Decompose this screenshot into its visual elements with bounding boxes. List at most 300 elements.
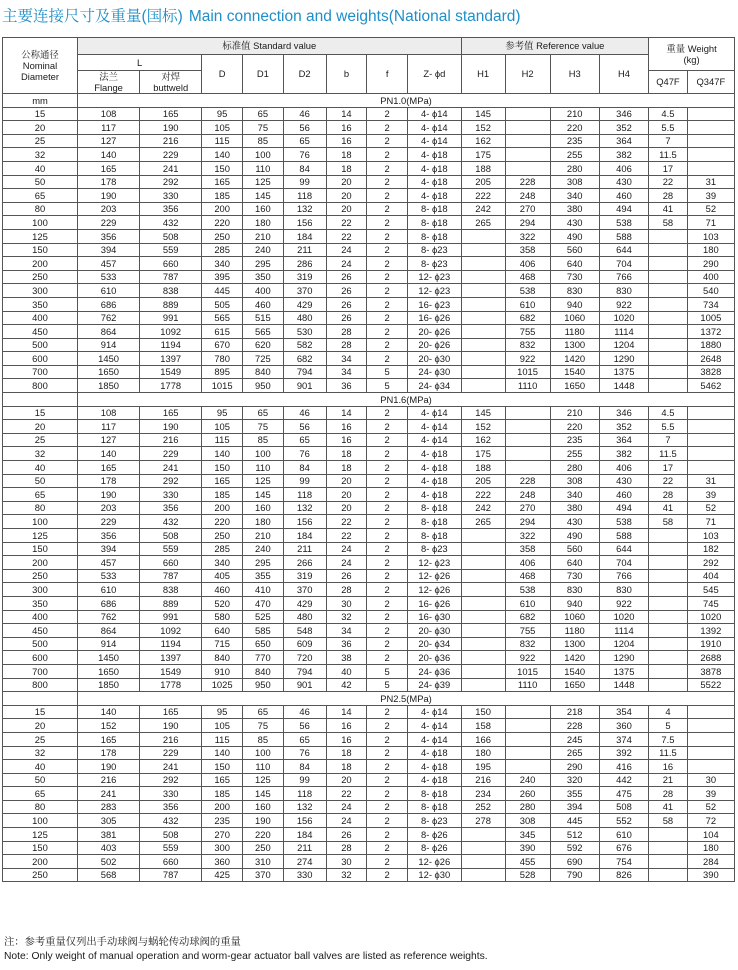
table-cell [649, 365, 688, 379]
table-cell: 12- ϕ23 [408, 556, 462, 570]
table-cell: 1015 [505, 365, 550, 379]
table-cell: 26 [326, 270, 367, 284]
table-cell: 2 [367, 270, 408, 284]
table-cell [687, 732, 734, 746]
table-row [3, 773, 735, 787]
table-cell: 7 [649, 134, 688, 148]
table-cell: 242 [461, 202, 505, 216]
table-cell: 480 [283, 311, 326, 325]
table-cell: 234 [461, 787, 505, 801]
table-cell: 838 [140, 583, 202, 597]
table-cell: 290 [687, 257, 734, 271]
note-zh: 注：参考重量仅列出手动球阀与蜗轮传动球阀的重量 [4, 937, 241, 948]
table-cell: 50 [3, 474, 78, 488]
table-cell: 1204 [599, 338, 648, 352]
table-cell: 2688 [687, 651, 734, 665]
table-cell [649, 596, 688, 610]
table-cell: 150 [3, 841, 78, 855]
table-cell: 85 [243, 732, 284, 746]
table-cell [461, 610, 505, 624]
table-cell: 22 [326, 529, 367, 543]
table-cell: 734 [687, 297, 734, 311]
table-cell: 140 [78, 447, 140, 461]
table-cell: 394 [550, 800, 599, 814]
table-cell: 16 [326, 420, 367, 434]
table-cell: 455 [505, 855, 550, 869]
table-cell: 21 [649, 773, 688, 787]
table-cell: 162 [461, 433, 505, 447]
table-cell: 1850 [78, 678, 140, 692]
table-cell [649, 529, 688, 543]
table-cell: 84 [283, 760, 326, 774]
table-cell: 28 [649, 787, 688, 801]
table-cell: 505 [202, 297, 243, 311]
table-cell: 2 [367, 311, 408, 325]
table-row [3, 270, 735, 284]
table-cell: 250 [3, 868, 78, 882]
table-cell [461, 257, 505, 271]
table-cell: 490 [550, 229, 599, 243]
table-row [3, 352, 735, 366]
table-cell: 265 [461, 515, 505, 529]
table-cell: 200 [3, 556, 78, 570]
table-cell [505, 107, 550, 121]
table-cell: 222 [461, 189, 505, 203]
table-cell: 42 [326, 678, 367, 692]
table-row [3, 447, 735, 461]
table-cell: 1650 [550, 678, 599, 692]
table-cell: 292 [140, 773, 202, 787]
table-cell [649, 379, 688, 393]
table-row [3, 800, 735, 814]
table-cell: 65 [283, 134, 326, 148]
unit-cell: mm [3, 94, 78, 108]
table-cell: 950 [243, 678, 284, 692]
table-cell: 150 [461, 705, 505, 719]
table-cell: 127 [78, 134, 140, 148]
table-cell [461, 352, 505, 366]
table-cell: 8- ϕ26 [408, 828, 462, 842]
table-cell: 940 [550, 297, 599, 311]
table-cell [505, 433, 550, 447]
unit-cell [3, 393, 78, 407]
table-cell: 152 [461, 121, 505, 135]
table-cell: 528 [505, 868, 550, 882]
table-cell: 545 [687, 583, 734, 597]
table-cell [649, 828, 688, 842]
table-cell: 352 [599, 420, 648, 434]
table-cell: 300 [202, 841, 243, 855]
table-cell: 200 [202, 501, 243, 515]
table-cell: 22 [649, 175, 688, 189]
table-cell: 319 [283, 270, 326, 284]
table-cell: 125 [3, 229, 78, 243]
table-row [3, 814, 735, 828]
table-cell: 2 [367, 202, 408, 216]
table-cell: 475 [599, 787, 648, 801]
table-cell [649, 311, 688, 325]
table-cell: 41 [649, 202, 688, 216]
table-cell: 889 [140, 596, 202, 610]
table-cell: 39 [687, 787, 734, 801]
table-cell: 1015 [202, 379, 243, 393]
table-cell: 592 [550, 841, 599, 855]
table-cell: 166 [461, 732, 505, 746]
table-cell: 150 [3, 243, 78, 257]
table-cell: 4- ϕ18 [408, 161, 462, 175]
table-cell: 991 [140, 311, 202, 325]
table-cell: 2 [367, 542, 408, 556]
table-cell: 322 [505, 529, 550, 543]
table-cell: 58 [649, 814, 688, 828]
table-cell: 190 [140, 719, 202, 733]
table-cell: 640 [202, 624, 243, 638]
table-cell: 165 [78, 461, 140, 475]
table-cell: 32 [3, 447, 78, 461]
table-row [3, 678, 735, 692]
table-cell: 30 [326, 855, 367, 869]
table-cell: 32 [3, 148, 78, 162]
table-cell: 355 [243, 569, 284, 583]
table-cell: 322 [505, 229, 550, 243]
table-cell: 2 [367, 433, 408, 447]
table-cell [461, 270, 505, 284]
page-title [2, 6, 521, 28]
table-cell: 100 [243, 746, 284, 760]
table-cell: 26 [326, 569, 367, 583]
table-cell: 686 [78, 297, 140, 311]
table-cell: 105 [202, 420, 243, 434]
table-cell: 450 [3, 624, 78, 638]
table-cell: 280 [550, 461, 599, 475]
table-cell: 2 [367, 855, 408, 869]
table-cell: 56 [283, 121, 326, 135]
table-cell: 115 [202, 732, 243, 746]
table-cell: 615 [202, 325, 243, 339]
table-cell [461, 637, 505, 651]
table-cell: 2 [367, 297, 408, 311]
table-cell [461, 297, 505, 311]
table-row [3, 121, 735, 135]
table-cell [461, 664, 505, 678]
table-cell: 4- ϕ18 [408, 148, 462, 162]
table-cell: 228 [505, 474, 550, 488]
table-cell: 2648 [687, 352, 734, 366]
table-cell: 787 [140, 569, 202, 583]
table-row [3, 664, 735, 678]
table-cell: 565 [202, 311, 243, 325]
table-cell: 354 [599, 705, 648, 719]
table-cell: 346 [599, 406, 648, 420]
table-cell: 185 [202, 488, 243, 502]
table-cell: 18 [326, 760, 367, 774]
table-cell: 864 [78, 325, 140, 339]
table-cell: 1540 [550, 664, 599, 678]
table-cell: 394 [78, 243, 140, 257]
table-cell: 140 [202, 746, 243, 760]
table-cell: 2 [367, 107, 408, 121]
table-cell: 15 [3, 705, 78, 719]
table-cell: 28 [326, 583, 367, 597]
table-cell: 2 [367, 624, 408, 638]
table-row [3, 760, 735, 774]
table-row [3, 855, 735, 869]
table-cell: 24 [326, 542, 367, 556]
table-cell: 270 [505, 501, 550, 515]
table-cell: 508 [599, 800, 648, 814]
table-cell [461, 338, 505, 352]
table-cell: 2 [367, 814, 408, 828]
table-cell: 32 [326, 868, 367, 882]
table-cell: 754 [599, 855, 648, 869]
table-row [3, 488, 735, 502]
table-cell: 1650 [550, 379, 599, 393]
table-cell: 8- ϕ18 [408, 202, 462, 216]
table-cell: 218 [550, 705, 599, 719]
table-cell: 460 [599, 488, 648, 502]
table-cell: 540 [687, 284, 734, 298]
table-cell: 15 [3, 406, 78, 420]
table-cell: 36 [326, 637, 367, 651]
pressure-class-label: PN1.0(MPa) [78, 94, 735, 108]
table-cell: 25 [3, 433, 78, 447]
table-cell: 864 [78, 624, 140, 638]
table-cell: 65 [3, 189, 78, 203]
table-cell [687, 760, 734, 774]
table-cell: 65 [243, 705, 284, 719]
table-cell: 14 [326, 406, 367, 420]
table-cell: 165 [202, 474, 243, 488]
table-cell [649, 270, 688, 284]
table-cell: 8- ϕ18 [408, 529, 462, 543]
table-cell: 830 [599, 284, 648, 298]
table-row [3, 175, 735, 189]
table-cell: 502 [78, 855, 140, 869]
table-cell: 28 [326, 841, 367, 855]
table-cell: 76 [283, 148, 326, 162]
table-cell: 160 [243, 501, 284, 515]
table-cell: 265 [461, 216, 505, 230]
table-cell: 468 [505, 270, 550, 284]
table-cell: 178 [78, 175, 140, 189]
table-row [3, 216, 735, 230]
col-H3: H3 [550, 55, 599, 94]
table-cell: 34 [326, 624, 367, 638]
table-header [3, 38, 735, 94]
table-cell: 115 [202, 433, 243, 447]
table-cell: 660 [140, 257, 202, 271]
table-cell: 229 [140, 746, 202, 760]
table-cell: 330 [140, 787, 202, 801]
unit-cell [3, 692, 78, 706]
table-cell: 8- ϕ18 [408, 501, 462, 515]
table-cell: 432 [140, 814, 202, 828]
table-cell: 704 [599, 556, 648, 570]
table-cell: 460 [202, 583, 243, 597]
table-cell: 1420 [550, 651, 599, 665]
table-cell: 1110 [505, 379, 550, 393]
table-cell: 2 [367, 719, 408, 733]
table-cell [649, 583, 688, 597]
table-cell: 46 [283, 406, 326, 420]
table-cell [505, 732, 550, 746]
table-cell: 240 [243, 243, 284, 257]
table-cell: 568 [78, 868, 140, 882]
table-cell [649, 297, 688, 311]
table-cell [461, 243, 505, 257]
table-cell [461, 651, 505, 665]
table-cell: 2 [367, 705, 408, 719]
table-row [3, 134, 735, 148]
table-cell: 901 [283, 678, 326, 692]
table-cell: 766 [599, 569, 648, 583]
table-row [3, 338, 735, 352]
table-cell: 125 [243, 474, 284, 488]
table-cell: 682 [505, 311, 550, 325]
table-cell: 494 [599, 501, 648, 515]
table-cell: 100 [243, 148, 284, 162]
table-cell: 610 [78, 284, 140, 298]
section-header-row [3, 94, 735, 108]
table-cell: 22 [326, 216, 367, 230]
table-cell: 533 [78, 270, 140, 284]
table-cell: 2 [367, 596, 408, 610]
table-cell: 248 [505, 189, 550, 203]
table-cell: 50 [3, 773, 78, 787]
table-cell: 28 [326, 338, 367, 352]
table-cell [649, 624, 688, 638]
table-cell: 370 [243, 868, 284, 882]
table-cell: 5 [649, 719, 688, 733]
table-cell: 355 [550, 787, 599, 801]
table-cell: 1910 [687, 637, 734, 651]
table-cell: 406 [505, 556, 550, 570]
table-cell: 156 [283, 216, 326, 230]
table-cell: 140 [78, 705, 140, 719]
dimensions-weights-table [2, 37, 735, 882]
table-cell: 406 [505, 257, 550, 271]
table-cell: 8- ϕ18 [408, 229, 462, 243]
table-cell: 132 [283, 501, 326, 515]
table-cell [687, 161, 734, 175]
table-cell: 220 [202, 515, 243, 529]
table-cell: 20 [326, 773, 367, 787]
table-cell: 559 [140, 243, 202, 257]
table-cell: 26 [326, 311, 367, 325]
table-row [3, 746, 735, 760]
table-cell [649, 352, 688, 366]
table-cell: 480 [283, 610, 326, 624]
table-cell: 103 [687, 529, 734, 543]
table-cell: 39 [687, 488, 734, 502]
table-cell: 358 [505, 542, 550, 556]
table-cell: 787 [140, 270, 202, 284]
table-cell: 216 [140, 134, 202, 148]
table-cell: 5462 [687, 379, 734, 393]
table-cell: 838 [140, 284, 202, 298]
table-cell: 8- ϕ18 [408, 515, 462, 529]
table-cell: 8- ϕ18 [408, 787, 462, 801]
table-cell: 380 [550, 202, 599, 216]
table-cell: 185 [202, 787, 243, 801]
table-cell: 8- ϕ18 [408, 216, 462, 230]
col-H4: H4 [599, 55, 648, 94]
table-cell: 241 [140, 161, 202, 175]
table-cell [687, 746, 734, 760]
table-cell: 432 [140, 515, 202, 529]
table-cell: 895 [202, 365, 243, 379]
table-cell: 39 [687, 189, 734, 203]
table-cell: 381 [78, 828, 140, 842]
table-cell: 118 [283, 488, 326, 502]
table-cell: 565 [243, 325, 284, 339]
table-cell: 16- ϕ30 [408, 610, 462, 624]
table-cell [649, 556, 688, 570]
table-cell: 16- ϕ23 [408, 297, 462, 311]
table-cell: 395 [202, 270, 243, 284]
table-cell: 50 [3, 175, 78, 189]
table-cell [461, 624, 505, 638]
table-cell: 145 [461, 107, 505, 121]
table-cell: 17 [649, 461, 688, 475]
table-cell: 160 [243, 202, 284, 216]
table-cell: 235 [550, 134, 599, 148]
table-cell: 432 [140, 216, 202, 230]
table-cell: 203 [78, 501, 140, 515]
table-cell: 200 [3, 257, 78, 271]
table-cell: 12- ϕ26 [408, 569, 462, 583]
table-cell: 8- ϕ23 [408, 814, 462, 828]
table-cell: 922 [599, 596, 648, 610]
table-cell [649, 229, 688, 243]
table-cell [461, 379, 505, 393]
table-cell: 75 [243, 121, 284, 135]
table-cell: 182 [687, 542, 734, 556]
table-cell: 28 [326, 325, 367, 339]
table-cell: 245 [550, 732, 599, 746]
table-row [3, 257, 735, 271]
table-cell [461, 828, 505, 842]
table-cell: 2 [367, 760, 408, 774]
table-cell: 20 [3, 719, 78, 733]
table-cell: 71 [687, 515, 734, 529]
table-cell [505, 148, 550, 162]
table-cell: 644 [599, 542, 648, 556]
table-cell: 76 [283, 447, 326, 461]
table-cell: 559 [140, 841, 202, 855]
table-cell: 84 [283, 461, 326, 475]
table-cell: 292 [687, 556, 734, 570]
table-cell: 430 [550, 515, 599, 529]
table-row [3, 569, 735, 583]
table-cell: 2 [367, 161, 408, 175]
table-cell: 704 [599, 257, 648, 271]
col-buttweld: 对焊 buttweld [140, 71, 202, 94]
table-cell: 4- ϕ14 [408, 134, 462, 148]
table-cell: 686 [78, 596, 140, 610]
table-cell: 200 [202, 202, 243, 216]
table-cell: 370 [283, 583, 326, 597]
table-cell: 800 [3, 678, 78, 692]
table-cell: 559 [140, 542, 202, 556]
table-cell: 95 [202, 406, 243, 420]
table-cell: 392 [599, 746, 648, 760]
table-cell: 682 [505, 610, 550, 624]
table-cell: 4- ϕ14 [408, 719, 462, 733]
table-cell [505, 420, 550, 434]
table-cell: 24 [326, 243, 367, 257]
table-cell: 216 [78, 773, 140, 787]
